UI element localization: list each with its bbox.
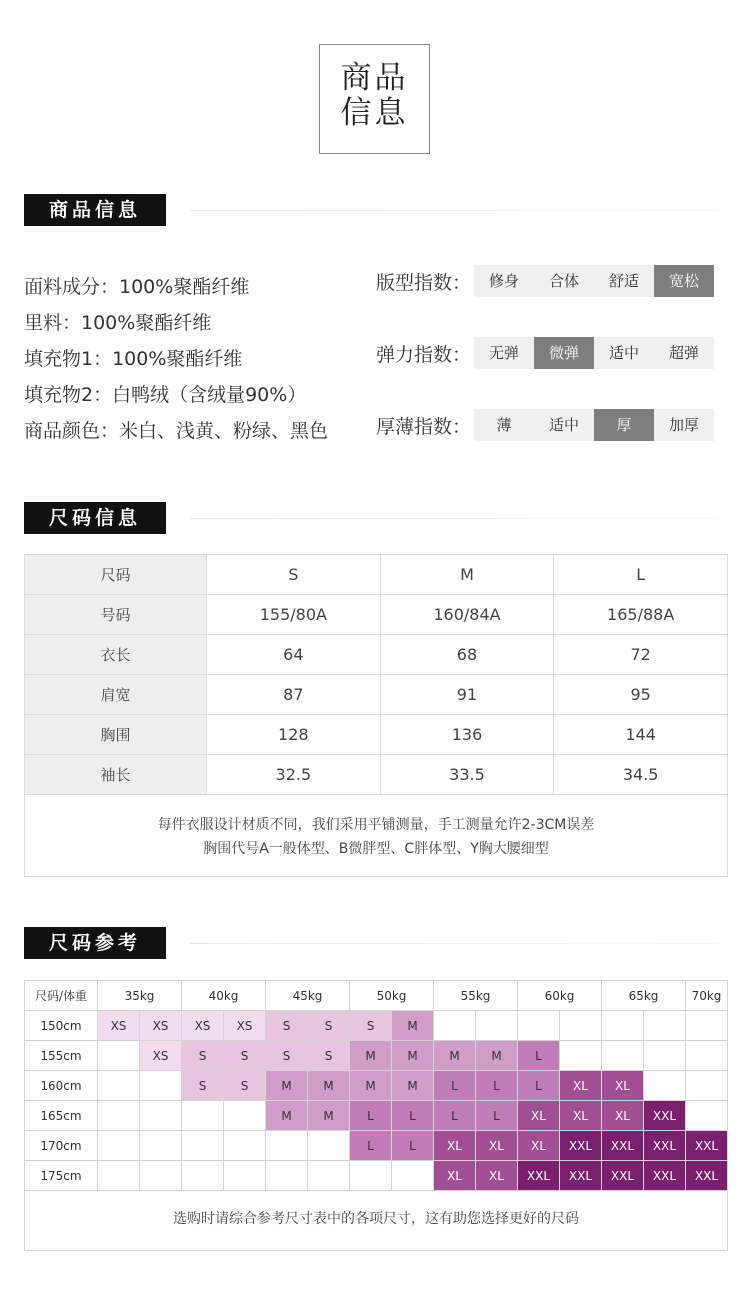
ref-size-cell: [602, 1041, 644, 1071]
ref-size-cell: L: [392, 1101, 434, 1131]
ref-size-cell: [224, 1101, 266, 1131]
ref-weight-header: 35kg: [98, 981, 182, 1011]
table-cell: 87: [207, 675, 381, 715]
ref-weight-header: 40kg: [182, 981, 266, 1011]
size-table-note: [24, 795, 728, 877]
ref-row: [25, 1161, 728, 1191]
table-cell: 33.5: [380, 755, 554, 795]
ref-size-cell: [686, 1011, 728, 1041]
ref-size-cell: [560, 1011, 602, 1041]
ref-size-cell: XXL: [644, 1131, 686, 1161]
table-cell: 144: [554, 715, 728, 755]
fit-option: 舒适: [594, 265, 654, 297]
table-header-cell: 号码: [25, 595, 207, 635]
ref-size-cell: XL: [476, 1161, 518, 1191]
table-header-cell: 胸围: [25, 715, 207, 755]
ref-size-cell: L: [434, 1101, 476, 1131]
ref-size-cell: M: [392, 1011, 434, 1041]
ref-size-cell: [518, 1011, 560, 1041]
ref-size-cell: XXL: [602, 1131, 644, 1161]
ref-size-cell: [686, 1041, 728, 1071]
ref-size-cell: XXL: [602, 1161, 644, 1191]
ref-size-cell: XS: [98, 1011, 140, 1041]
page-title-box: [319, 44, 430, 154]
ref-size-cell: [98, 1131, 140, 1161]
ref-size-cell: [266, 1131, 308, 1161]
ref-size-cell: [140, 1131, 182, 1161]
elasticity-index: [376, 337, 714, 369]
ref-weight-header: 45kg: [266, 981, 350, 1011]
ref-row: [25, 1041, 728, 1071]
page-title-line-2: 信息: [340, 95, 409, 131]
ref-weight-header: 60kg: [518, 981, 602, 1011]
table-cell: 155/80A: [207, 595, 381, 635]
ref-size-cell: S: [182, 1071, 224, 1101]
ref-size-cell: [644, 1041, 686, 1071]
ref-size-cell: L: [518, 1071, 560, 1101]
ref-size-cell: XS: [140, 1041, 182, 1071]
table-row: [25, 715, 728, 755]
table-cell: 64: [207, 635, 381, 675]
fit-option: 合体: [534, 265, 594, 297]
ref-size-cell: XXL: [518, 1161, 560, 1191]
ref-size-cell: XXL: [644, 1161, 686, 1191]
size-reference-note: 选购时请综合参考尺寸表中的各项尺寸，这有助您选择更好的尺码: [173, 1211, 579, 1227]
ref-size-cell: [686, 1101, 728, 1131]
fit-option-selected: 宽松: [654, 265, 714, 297]
table-cell: 91: [380, 675, 554, 715]
section-header-product-info: 商品信息: [24, 194, 166, 226]
ref-size-cell: S: [266, 1011, 308, 1041]
table-row: [25, 755, 728, 795]
ref-size-cell: [140, 1071, 182, 1101]
elasticity-option: 超弹: [654, 337, 714, 369]
ref-size-cell: XL: [476, 1131, 518, 1161]
page-title-line-1: 商品: [340, 60, 409, 96]
ref-size-cell: XXL: [686, 1161, 728, 1191]
table-cell: M: [380, 555, 554, 595]
table-cell: 160/84A: [380, 595, 554, 635]
ref-row: [25, 1101, 728, 1131]
ref-size-cell: L: [476, 1101, 518, 1131]
thickness-option-selected: 厚: [594, 409, 654, 441]
ref-height-label: 170cm: [25, 1131, 98, 1161]
ref-size-cell: [308, 1161, 350, 1191]
ref-size-cell: [350, 1161, 392, 1191]
ref-size-cell: [224, 1161, 266, 1191]
ref-size-cell: [686, 1071, 728, 1101]
ref-size-cell: [434, 1011, 476, 1041]
ref-size-cell: [98, 1071, 140, 1101]
table-cell: 136: [380, 715, 554, 755]
ref-size-cell: XS: [140, 1011, 182, 1041]
table-header-cell: 袖长: [25, 755, 207, 795]
table-header-cell: 衣长: [25, 635, 207, 675]
ref-height-label: 175cm: [25, 1161, 98, 1191]
thickness-index-label: 厚薄指数：: [376, 415, 472, 438]
section-divider: [190, 210, 718, 211]
ref-weight-header: 65kg: [602, 981, 686, 1011]
table-cell: 32.5: [207, 755, 381, 795]
ref-height-label: 160cm: [25, 1071, 98, 1101]
ref-size-cell: L: [350, 1131, 392, 1161]
section-header-size-reference: 尺码参考: [24, 927, 166, 959]
ref-size-cell: XL: [560, 1101, 602, 1131]
elasticity-option: 适中: [594, 337, 654, 369]
ref-size-cell: [308, 1131, 350, 1161]
section-header-size-info: 尺码信息: [24, 502, 166, 534]
ref-header-row: [25, 981, 728, 1011]
thickness-option: 适中: [534, 409, 594, 441]
ref-size-cell: M: [266, 1101, 308, 1131]
ref-size-cell: S: [308, 1011, 350, 1041]
size-table: [24, 554, 728, 795]
ref-size-cell: [224, 1131, 266, 1161]
table-cell: 95: [554, 675, 728, 715]
ref-height-label: 155cm: [25, 1041, 98, 1071]
ref-size-cell: L: [518, 1041, 560, 1071]
ref-size-cell: [392, 1161, 434, 1191]
colors-line: 商品颜色：米白、浅黄、粉绿、黑色: [24, 420, 329, 442]
ref-size-cell: M: [476, 1041, 518, 1071]
ref-weight-header: 50kg: [350, 981, 434, 1011]
ref-size-cell: L: [476, 1071, 518, 1101]
ref-size-cell: XL: [434, 1161, 476, 1191]
ref-size-cell: M: [392, 1071, 434, 1101]
ref-size-cell: L: [392, 1131, 434, 1161]
elasticity-index-label: 弹力指数：: [376, 343, 472, 366]
ref-size-cell: [98, 1041, 140, 1071]
ref-size-cell: XL: [518, 1101, 560, 1131]
ref-weight-header: 55kg: [434, 981, 518, 1011]
ref-corner-label: 尺码/体重: [25, 981, 98, 1011]
ref-row: [25, 1011, 728, 1041]
ref-size-cell: [140, 1161, 182, 1191]
ref-size-cell: XL: [560, 1071, 602, 1101]
ref-row: [25, 1131, 728, 1161]
filling1-line: 填充物1：100%聚酯纤维: [24, 348, 243, 370]
table-cell: S: [207, 555, 381, 595]
table-row: [25, 675, 728, 715]
ref-size-cell: L: [434, 1071, 476, 1101]
chest-code-note: 胸围代号A一般体型、B微胖型、C胖体型、Y胸大腰细型: [203, 841, 549, 857]
measurement-note: 每件衣服设计材质不同，我们采用平铺测量，手工测量允许2-3CM误差: [157, 817, 595, 833]
ref-size-cell: [560, 1041, 602, 1071]
ref-size-cell: M: [392, 1041, 434, 1071]
ref-size-cell: [602, 1011, 644, 1041]
fit-index: [376, 265, 714, 297]
ref-size-cell: XL: [602, 1101, 644, 1131]
table-cell: 72: [554, 635, 728, 675]
ref-size-cell: [644, 1071, 686, 1101]
fit-index-label: 版型指数：: [376, 271, 472, 294]
ref-size-cell: M: [350, 1071, 392, 1101]
thickness-option: 薄: [474, 409, 534, 441]
ref-size-cell: M: [350, 1041, 392, 1071]
ref-size-cell: S: [350, 1011, 392, 1041]
ref-size-cell: M: [308, 1071, 350, 1101]
table-cell: L: [554, 555, 728, 595]
fabric-line: 面料成分：100%聚酯纤维: [24, 276, 250, 298]
ref-size-cell: [182, 1131, 224, 1161]
section-divider: [190, 518, 718, 519]
table-header-cell: 肩宽: [25, 675, 207, 715]
fit-option: 修身: [474, 265, 534, 297]
ref-size-cell: XS: [224, 1011, 266, 1041]
ref-height-label: 165cm: [25, 1101, 98, 1131]
ref-size-cell: XL: [602, 1071, 644, 1101]
ref-size-cell: M: [308, 1101, 350, 1131]
ref-size-cell: S: [224, 1041, 266, 1071]
table-cell: 128: [207, 715, 381, 755]
ref-row: [25, 1071, 728, 1101]
ref-size-cell: XS: [182, 1011, 224, 1041]
ref-size-cell: [182, 1101, 224, 1131]
ref-size-cell: [644, 1011, 686, 1041]
table-cell: 165/88A: [554, 595, 728, 635]
ref-size-cell: [266, 1161, 308, 1191]
ref-size-cell: M: [434, 1041, 476, 1071]
ref-size-cell: XXL: [686, 1131, 728, 1161]
ref-size-cell: [476, 1011, 518, 1041]
ref-size-cell: XXL: [560, 1131, 602, 1161]
size-reference-table: [24, 980, 728, 1191]
elasticity-option-selected: 微弹: [534, 337, 594, 369]
section-divider: [190, 943, 718, 944]
table-header-cell: 尺码: [25, 555, 207, 595]
ref-size-cell: XL: [518, 1131, 560, 1161]
ref-size-cell: [140, 1101, 182, 1131]
ref-size-cell: L: [350, 1101, 392, 1131]
ref-size-cell: S: [266, 1041, 308, 1071]
filling2-line: 填充物2：白鸭绒（含绒量90%）: [24, 384, 307, 406]
table-row: [25, 635, 728, 675]
ref-size-cell: [182, 1161, 224, 1191]
ref-size-cell: S: [308, 1041, 350, 1071]
ref-size-cell: M: [266, 1071, 308, 1101]
ref-size-cell: [98, 1161, 140, 1191]
ref-size-cell: [98, 1101, 140, 1131]
ref-size-cell: S: [224, 1071, 266, 1101]
table-row: [25, 595, 728, 635]
product-details: [24, 269, 328, 449]
ref-size-cell: S: [182, 1041, 224, 1071]
ref-size-cell: XL: [434, 1131, 476, 1161]
table-cell: 68: [380, 635, 554, 675]
elasticity-option: 无弹: [474, 337, 534, 369]
ref-size-cell: XXL: [644, 1101, 686, 1131]
ref-size-cell: XXL: [560, 1161, 602, 1191]
thickness-option: 加厚: [654, 409, 714, 441]
thickness-index: [376, 409, 714, 441]
ref-weight-header: 70kg: [686, 981, 728, 1011]
lining-line: 里料：100%聚酯纤维: [24, 312, 212, 334]
ref-height-label: 150cm: [25, 1011, 98, 1041]
table-row: [25, 555, 728, 595]
table-cell: 34.5: [554, 755, 728, 795]
